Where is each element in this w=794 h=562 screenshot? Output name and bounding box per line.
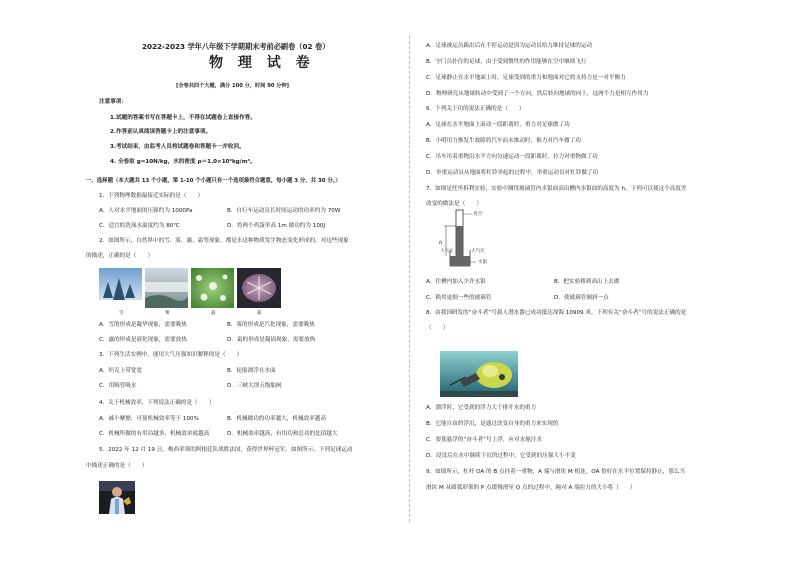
notice-item: 4. 全卷取 g=10N/kg，水的密度 ρ＝1.0×10³kg/m³。 <box>110 159 256 165</box>
option-text: B．轮船漂浮在水面 <box>227 368 276 374</box>
option-text: A．漂浮时，它受到的浮力大于排开水的重力 <box>426 405 537 411</box>
svg-text:h: h <box>439 240 443 246</box>
option-text: C．吊车吊着重物沿水平方向匀速运动一段距离时，拉力对重物做了功 <box>426 154 598 160</box>
question-stem: 6．下列关于功的说法正确的是（ ） <box>426 106 525 112</box>
exam-header-line: 2022-2023 学年八年级下学期期末考前必刷卷（02 卷） <box>142 42 330 51</box>
question-stem: 9．如图所示，杠杆 OA 的 B 点挂着一重物，A 端与滑块 M 相连，OA 恰好在水平位置保持静止，那么当 <box>426 469 686 475</box>
option-text: B．雾的形成是汽化现象，需要吸热 <box>227 322 315 328</box>
question-stem: 4．关于机械效率，下列说法正确的是（ ） <box>99 400 215 406</box>
option-text: B．自行车运动员长时间运动的功率约为 70W <box>227 208 341 214</box>
question-stem: 7．如图是托里拆利实验，实验中测得玻璃管内水银面高出槽内水银面的高度为 h，下列可以使这个高度差 <box>426 186 687 192</box>
option-text: B．守门员扑住的足球，由于受到惯性的作用能够在空中继续飞行 <box>426 59 587 65</box>
question-stem: 5．2022 年 12 月 19 日，梅西率领的阿根廷队战胜法国，获得世界杯冠军。如图所示，下列足球运动 <box>99 447 353 453</box>
option-text: A．往槽内加入少许水银 <box>426 279 486 285</box>
notice-item: 3.考试结束，由监考人员将试题卷和答题卡一并收回。 <box>110 144 245 150</box>
diagram-label: 大气压 <box>471 249 485 254</box>
question-stem-cont: 的描述，正确的是（ ） <box>86 253 154 259</box>
exam-info: [全卷共四个大题，满分 100 分，时间 90 分钟] <box>176 83 290 89</box>
option-text: B．它能自由的浮沉，是通过改变自身的重力来实现的 <box>426 421 559 427</box>
option-text: B．把实验移到高山上去做 <box>554 279 620 285</box>
question-stem: 3．下列生活实例中，能用大气压强知识解释的是（ ） <box>99 352 243 358</box>
torricelli-diagram <box>436 208 496 278</box>
photo-caption: 雾 <box>165 311 170 316</box>
fog-photo <box>145 268 188 308</box>
diagram-label: 真空 <box>473 212 483 217</box>
option-text: A．减小摩擦，可使机械效率等于 100% <box>99 416 199 422</box>
question-stem-cont: 滑块 M 从圆弧形架的 P 点缓慢滑至 Q 点的过程中，绳对 A 端拉力的大小将（ ） <box>426 485 636 491</box>
submersible-photo <box>440 351 518 397</box>
notice-item: 1.试题的答案书写在答题卡上，不得在试题卷上直接作答。 <box>110 115 256 121</box>
option-text: D．将两个鸡蛋举高 1m 做功约为 100J <box>227 223 326 229</box>
option-text: A．足球被运员踢出后在不停运动是因为运动员给力维持足球的运动 <box>426 43 593 49</box>
option-text: A．人对水平地面的压强约为 1000Pa <box>99 208 193 214</box>
notice-heading: 注意事项： <box>99 99 127 105</box>
weather-photo-strip <box>99 268 281 308</box>
option-text: A．雪的形成是凝华现象，需要吸热 <box>99 322 187 328</box>
option-text: D．使玻璃管倾斜一点 <box>554 295 609 301</box>
football-player-photo <box>99 481 135 514</box>
question-stem: 1．下列物理数据最接近实际的是（ ） <box>99 193 204 199</box>
question-stem-cont: （ ） <box>426 325 449 331</box>
option-text: C．露的形成是液化现象，需要放热 <box>99 337 187 343</box>
option-text: D．霜的形成是凝固现象，需要放热 <box>227 337 316 343</box>
frost-photo <box>237 268 281 308</box>
option-text: C．机械所做的有用功越多，机械效率就越高 <box>99 431 210 437</box>
option-text: A．坦克上带宽宽 <box>99 368 142 374</box>
question-stem: 2．如图所示，自然界中的雪、雾、露、霜等现象，都是水这种物质发生物态变化形成的。对这些现象 <box>99 238 349 244</box>
option-text: B．机械做功的功率越大，机械效率越高 <box>227 416 326 422</box>
column-divider <box>409 36 410 522</box>
option-text: D．物理研究从地球转动中受到了一个方向，然后转向地球的向上，这两个力是相互作用力 <box>426 91 649 97</box>
option-text: C．用吸管吸水 <box>99 383 137 389</box>
question-stem-cont: 改变的做法是（ ） <box>426 201 482 207</box>
photo-caption: 露 <box>211 311 216 316</box>
photo-caption: 雪 <box>119 311 124 316</box>
notice-item: 2.作答前认真阅读答题卡上的注意事项。 <box>110 129 212 135</box>
section-heading: 一、选择题（本大题共 13 个小题，第 1-10 个小题只有一个选项最符合题意，每小题 3 分，共 30 分。） <box>86 178 341 184</box>
option-text: C．适宜的洗澡水温度约为 80℃ <box>99 223 180 229</box>
option-text: D．浸没后在水中继续下沉的过程中，它受到的压强大小不变 <box>426 453 576 459</box>
question-stem-cont: 中描述正确的是（ ） <box>86 463 148 469</box>
option-text: A．足球在水平地面上滚动一段距离时，重力对足球做了功 <box>426 122 570 128</box>
dew-photo <box>191 268 234 308</box>
option-text: C．换用更细一些的玻璃管 <box>426 295 492 301</box>
option-text: C．要使悬浮的“奋斗者”号上浮，应对水舱注水 <box>426 437 542 443</box>
diagram-label: 水银 <box>478 260 488 265</box>
option-text: B．小明用力推发生故障的汽车而未推动时，推力对汽车做了功 <box>426 138 581 144</box>
option-text: D．三峡大坝五级船闸 <box>227 383 282 389</box>
option-text: C．足球静止在水平地面上时，足球受到的重力和地面对它的支持力是一对平衡力 <box>426 75 626 81</box>
snow-photo <box>99 268 142 308</box>
option-text: D．举重运动员从地面将杠铃举起的过程中，举重运动员对杠铃做了功 <box>426 170 599 176</box>
diagram-label: 大气压 <box>440 249 454 254</box>
option-text: D．机械效率越高，有用功和总功的比值越大 <box>227 431 338 437</box>
question-stem: 8．由我国研发的“奋斗者”号载人潜水器已成功抵达深海 10909 米。下列有关“奋斗者”号的说法正确的是 <box>426 310 687 316</box>
page-title: 物 理 试 卷 <box>209 55 315 71</box>
photo-caption: 霜 <box>257 311 262 316</box>
